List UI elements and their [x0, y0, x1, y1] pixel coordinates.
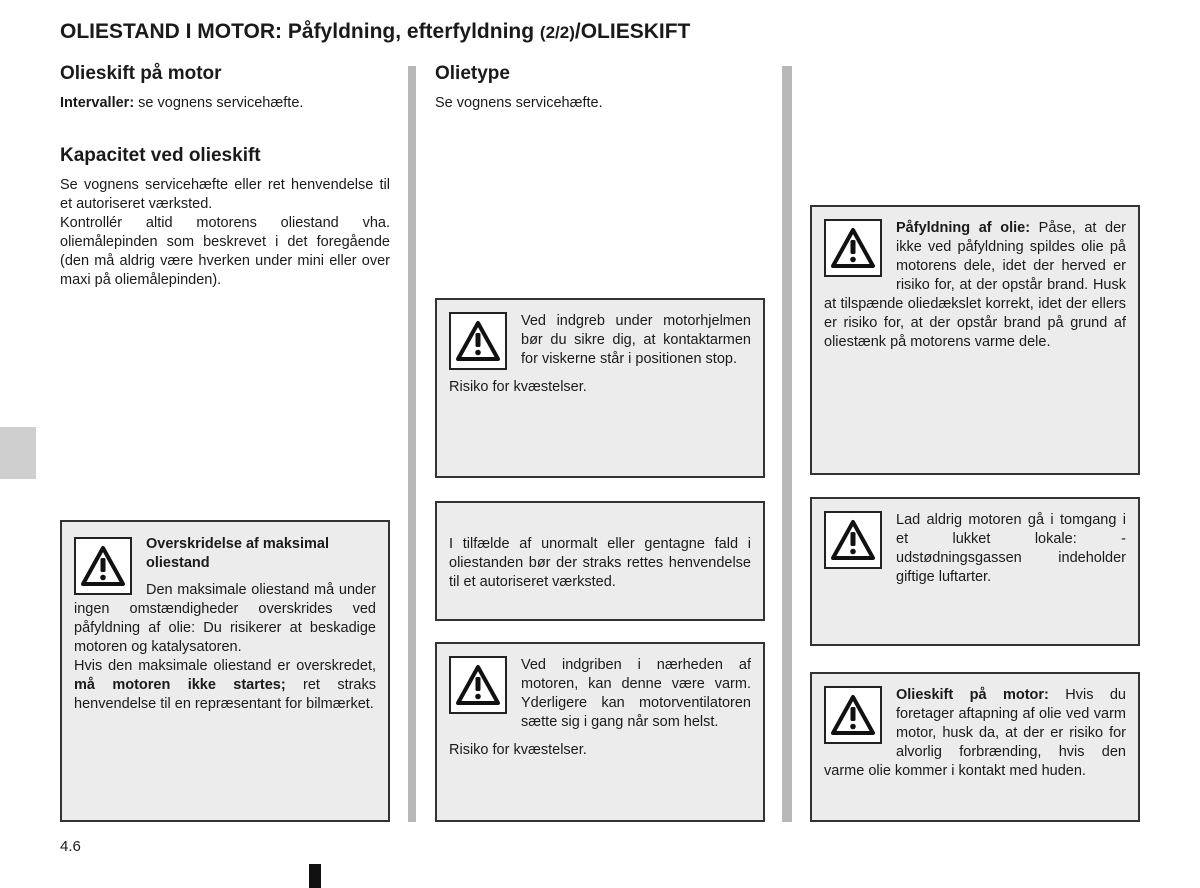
warning-max-text1: Den maksimale oliestand må under ingen omstændigheder overskrides ved påfyldning af olie: Du risikerer at beskadige motoren og katalysatoren.: [74, 582, 376, 655]
warning-triangle-icon: [824, 219, 882, 277]
column-divider-left: [408, 66, 416, 822]
warning-idle-text: Lad aldrig motoren gå i tomgang i et lukket lokale: - udstødningsgassen indeholder giftige luftarter.: [896, 512, 1126, 585]
warning-fan-text: Ved indgriben i nærheden af motoren, kan denne være varm. Yderligere kan motorventilatoren sætte sig i gang når som helst.: [521, 657, 751, 730]
warning-triangle-icon: [449, 656, 507, 714]
warning-triangle-icon: [449, 312, 507, 370]
warning-triangle-icon: [824, 511, 882, 569]
warning-box-wiper: [435, 298, 765, 478]
warning-wiper-risk: Risiko for kvæstelser.: [449, 379, 587, 395]
note-box-abnormal-level: [435, 501, 765, 621]
heading-capacity: Kapacitet ved olieskift: [60, 145, 261, 166]
warning-fan-risk: Risiko for kvæstelser.: [449, 742, 587, 758]
warning-box-fan: [435, 642, 765, 822]
capacity-text: Se vognens servicehæfte eller ret henvendelse til et autoriseret værksted.: [60, 177, 390, 212]
page-number: 4.6: [60, 838, 81, 855]
heading-oil-change: Olieskift på motor: [60, 63, 222, 84]
warning-box-max-level: [60, 520, 390, 822]
page-title: OLIESTAND I MOTOR: Påfyldning, efterfyldning (2/2)/OLIESKIFT: [60, 20, 691, 43]
warning-max-title: Overskridelse af maksimal oliestand: [146, 536, 329, 571]
warning-hot-oil-text: Olieskift på motor: Hvis du foretager aftapning af olie ved varm motor, husk da, at der er risiko for alvorlig forbrænding, hvis den varme olie kommer i kontakt med huden.: [824, 687, 1126, 779]
heading-oil-type: Olietype: [435, 63, 510, 84]
chapter-thumb-tab: [0, 427, 36, 479]
warning-box-filling: [810, 205, 1140, 475]
warning-triangle-icon: [74, 537, 132, 595]
warning-box-hot-oil: [810, 672, 1140, 822]
warning-triangle-icon: [824, 686, 882, 744]
warning-wiper-text: Ved indgreb under motorhjelmen bør du sikre dig, at kontaktarmen for viskerne står i positionen stop.: [521, 313, 751, 367]
note-abnormal-text: I tilfælde af unormalt eller gentagne fald i oliestanden bør der straks rettes henvendelse til et autoriseret værksted.: [449, 536, 751, 590]
warning-box-idle: [810, 497, 1140, 646]
print-mark: [309, 864, 321, 888]
intervals-line: Intervaller: se vognens servicehæfte.: [60, 95, 304, 111]
check-oil-text: Kontrollér altid motorens oliestand vha. oliemålepinden som beskrevet i det foregående (den må aldrig være hverken under mini eller over maxi på oliemålepinden).: [60, 215, 390, 288]
oil-type-text: Se vognens servicehæfte.: [435, 95, 603, 111]
warning-max-text2: Hvis den maksimale oliestand er overskredet, må motoren ikke startes; ret straks henvendelse til en repræsentant for bilmærket.: [74, 658, 376, 712]
warning-filling-text: Påfyldning af olie: Påse, at der ikke ved påfyldning spildes olie på motorens dele, idet der herved er risiko for, at der opstår brand. Husk at tilspænde oliedækslet korrekt, idet der ellers er risiko for, at der opstår brand på grund af oliestænk på motorens varme dele.: [824, 220, 1127, 350]
column-divider-right: [782, 66, 792, 822]
